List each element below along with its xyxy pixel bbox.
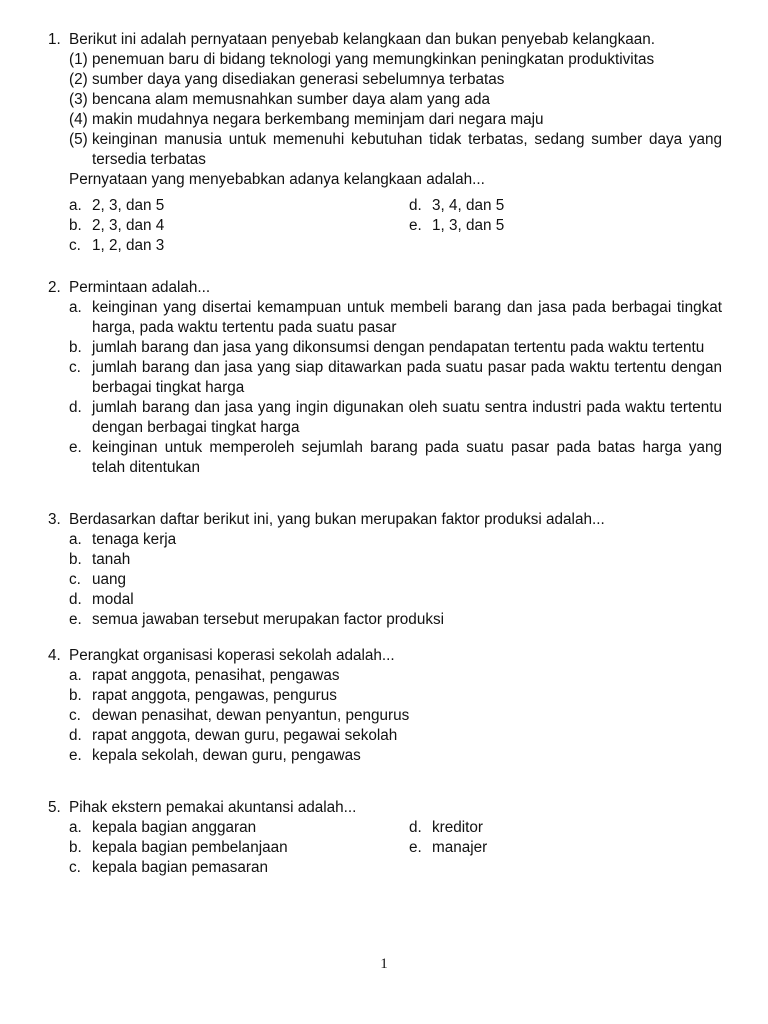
option-text: tanah (92, 551, 131, 568)
option-label: b. (69, 217, 82, 234)
option-text: jumlah barang dan jasa yang ingin digunakan oleh suatu sentra industri pada waktu tertentu dengan berbagai tingkat harga (92, 399, 722, 436)
option-e[interactable] (69, 438, 722, 478)
answer-options (69, 530, 722, 630)
question-5 (48, 798, 722, 878)
answer-options (69, 818, 722, 878)
statement-number: (4) (69, 111, 88, 128)
option-label: b. (69, 839, 82, 856)
option-text: rapat anggota, pengawas, pengurus (92, 687, 337, 704)
option-label: e. (69, 747, 82, 764)
question-1 (48, 30, 722, 256)
option-d[interactable] (69, 726, 722, 746)
option-text: rapat anggota, dewan guru, pegawai sekolah (92, 727, 398, 744)
statement-text: sumber daya yang disediakan generasi sebelumnya terbatas (92, 71, 505, 88)
option-label: d. (69, 591, 82, 608)
option-e[interactable] (409, 838, 722, 858)
question-text: Pihak ekstern pemakai akuntansi adalah... (69, 799, 357, 816)
option-label: e. (69, 611, 82, 628)
option-text: modal (92, 591, 134, 608)
option-text: kepala sekolah, dewan guru, pengawas (92, 747, 361, 764)
option-label: d. (69, 727, 82, 744)
option-text: tenaga kerja (92, 531, 177, 548)
statement-number: (3) (69, 91, 88, 108)
option-b[interactable] (69, 686, 722, 706)
option-label: c. (69, 707, 81, 724)
option-text: 1, 2, dan 3 (92, 237, 165, 254)
option-label: a. (69, 819, 82, 836)
statement-text: keinginan manusia untuk memenuhi kebutuhan tidak terbatas, sedang sumber daya yang tersedia terbatas (92, 131, 722, 168)
question-number: 3. (48, 511, 61, 528)
option-label: a. (69, 531, 82, 548)
question-prompt: Pernyataan yang menyebabkan adanya kelangkaan adalah... (69, 171, 485, 188)
option-label: b. (69, 687, 82, 704)
statement-text: bencana alam memusnahkan sumber daya alam yang ada (92, 91, 490, 108)
option-e[interactable] (69, 746, 722, 766)
option-text: keinginan yang disertai kemampuan untuk membeli barang dan jasa pada berbagai tingkat harga, pada waktu tertentu pada suatu pasar (92, 299, 722, 336)
option-c[interactable] (69, 236, 409, 256)
statement-item (69, 50, 722, 70)
exam-page (0, 30, 768, 878)
statement-item (69, 130, 722, 170)
statement-list (69, 50, 722, 170)
option-label: a. (69, 667, 82, 684)
option-label: e. (409, 839, 422, 856)
statement-number: (2) (69, 71, 88, 88)
statement-text: makin mudahnya negara berkembang meminjam dari negara maju (92, 111, 544, 128)
option-label: b. (69, 339, 82, 356)
option-text: semua jawaban tersebut merupakan factor produksi (92, 611, 445, 628)
option-a[interactable] (69, 530, 722, 550)
option-text: manajer (432, 839, 488, 856)
option-a[interactable] (69, 818, 409, 838)
option-a[interactable] (69, 666, 722, 686)
question-text: Perangkat organisasi koperasi sekolah adalah... (69, 647, 395, 664)
option-b[interactable] (69, 338, 722, 358)
question-4 (48, 646, 722, 766)
option-text: kreditor (432, 819, 484, 836)
option-text: jumlah barang dan jasa yang siap ditawarkan pada suatu pasar pada waktu tertentu dengan berbagai tingkat harga (92, 359, 722, 396)
option-label: d. (69, 399, 82, 416)
question-number: 1. (48, 31, 61, 48)
option-b[interactable] (69, 838, 409, 858)
option-label: a. (69, 197, 82, 214)
option-label: a. (69, 299, 82, 316)
question-2 (48, 278, 722, 478)
option-label: d. (409, 819, 422, 836)
option-label: c. (69, 237, 81, 254)
statement-text: penemuan baru di bidang teknologi yang memungkinkan peningkatan produktivitas (92, 51, 655, 68)
option-a[interactable] (69, 298, 722, 338)
option-d[interactable] (409, 818, 722, 838)
option-text: keinginan untuk memperoleh sejumlah barang pada suatu pasar pada batas harga yang telah ditentukan (92, 439, 722, 476)
option-text: rapat anggota, penasihat, pengawas (92, 667, 340, 684)
statement-item (69, 90, 722, 110)
statement-number: (5) (69, 131, 88, 148)
question-number: 4. (48, 647, 61, 664)
option-c[interactable] (69, 570, 722, 590)
option-c[interactable] (69, 858, 409, 878)
option-label: c. (69, 571, 81, 588)
option-text: dewan penasihat, dewan penyantun, pengurus (92, 707, 410, 724)
option-e[interactable] (69, 610, 722, 630)
option-label: e. (409, 217, 422, 234)
option-d[interactable] (69, 398, 722, 438)
question-number: 5. (48, 799, 61, 816)
option-label: b. (69, 551, 82, 568)
question-text: Berikut ini adalah pernyataan penyebab kelangkaan dan bukan penyebab kelangkaan. (69, 31, 655, 48)
question-text: Permintaan adalah... (69, 279, 211, 296)
answer-options (69, 666, 722, 766)
option-text: 1, 3, dan 5 (432, 217, 505, 234)
option-d[interactable] (69, 590, 722, 610)
option-label: d. (409, 197, 422, 214)
option-label: c. (69, 859, 81, 876)
question-3 (48, 510, 722, 630)
statement-number: (1) (69, 51, 88, 68)
option-text: 2, 3, dan 4 (92, 217, 165, 234)
statement-item (69, 70, 722, 90)
option-b[interactable] (69, 550, 722, 570)
option-text: 3, 4, dan 5 (432, 197, 505, 214)
option-label: e. (69, 439, 82, 456)
option-e[interactable] (409, 216, 722, 236)
option-label: c. (69, 359, 81, 376)
question-number: 2. (48, 279, 61, 296)
page-number: 1 (380, 956, 388, 972)
option-c[interactable] (69, 706, 722, 726)
answer-options (69, 196, 722, 256)
option-text: uang (92, 571, 127, 588)
option-b[interactable] (69, 216, 409, 236)
option-text: 2, 3, dan 5 (92, 197, 165, 214)
option-text: kepala bagian pemasaran (92, 859, 269, 876)
statement-item (69, 110, 722, 130)
option-text: jumlah barang dan jasa yang dikonsumsi dengan pendapatan tertentu pada waktu tertentu (92, 339, 705, 356)
question-text: Berdasarkan daftar berikut ini, yang bukan merupakan faktor produksi adalah... (69, 511, 605, 528)
option-text: kepala bagian anggaran (92, 819, 257, 836)
option-a[interactable] (69, 196, 409, 216)
answer-options (69, 298, 722, 478)
option-text: kepala bagian pembelanjaan (92, 839, 288, 856)
option-d[interactable] (409, 196, 722, 216)
option-c[interactable] (69, 358, 722, 398)
